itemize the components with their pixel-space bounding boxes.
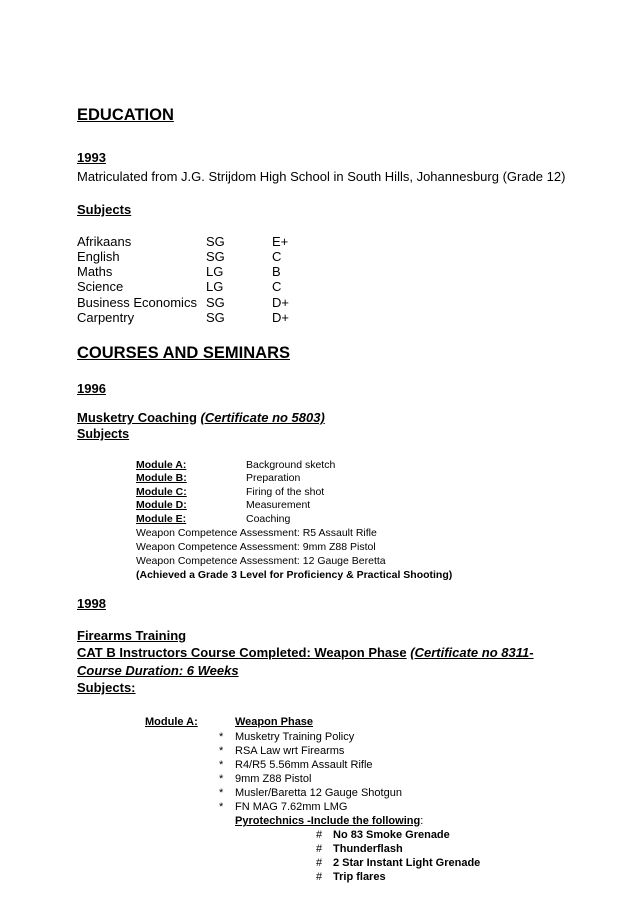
subject-grade: SG bbox=[206, 234, 225, 249]
subject-grade: LG bbox=[206, 264, 224, 279]
subject-symbol: B bbox=[272, 264, 281, 279]
subject-name: Maths bbox=[77, 264, 113, 279]
subject-grade: LG bbox=[206, 279, 224, 294]
education-subjects-heading: Subjects bbox=[77, 202, 132, 217]
subject-grade: SG bbox=[206, 310, 225, 325]
pyrotechnics-colon: : bbox=[420, 815, 424, 827]
assessment-line: Weapon Competence Assessment: 9mm Z88 Pistol bbox=[136, 541, 376, 553]
subject-symbol: C bbox=[272, 249, 282, 264]
bullet-star: * bbox=[219, 801, 224, 813]
cat-b-title: CAT B Instructors Course Completed: Weapon Phase bbox=[77, 645, 407, 660]
pyrotechnics-heading-line bbox=[235, 815, 423, 827]
list-item: Musler/Baretta 12 Gauge Shotgun bbox=[235, 787, 402, 799]
pyro-item: 2 Star Instant Light Grenade bbox=[333, 857, 481, 869]
musketry-subjects-heading: Subjects bbox=[77, 427, 130, 441]
pyro-item: No 83 Smoke Grenade bbox=[333, 829, 450, 841]
assessment-line: Weapon Competence Assessment: R5 Assault Rifle bbox=[136, 527, 377, 539]
weapon-phase-title: Weapon Phase bbox=[235, 716, 314, 728]
musketry-cert: (Certificate no 5803) bbox=[200, 410, 325, 425]
list-item: RSA Law wrt Firearms bbox=[235, 745, 345, 757]
module-label: Module D: bbox=[136, 499, 187, 511]
bullet-star: * bbox=[219, 773, 224, 785]
subject-name: English bbox=[77, 249, 120, 264]
assessment-line: Weapon Competence Assessment: 12 Gauge Beretta bbox=[136, 555, 386, 567]
courses-heading: COURSES AND SEMINARS bbox=[77, 344, 290, 362]
subject-name: Science bbox=[77, 279, 124, 294]
subject-name: Afrikaans bbox=[77, 234, 132, 249]
cat-b-cert: (Certificate no 8311- bbox=[410, 645, 534, 660]
module-label: Module C: bbox=[136, 486, 187, 498]
module-value: Firing of the shot bbox=[246, 486, 325, 498]
bullet-star: * bbox=[219, 759, 224, 771]
module-value: Coaching bbox=[246, 513, 291, 525]
matric-text: Matriculated from J.G. Strijdom High School in South Hills, Johannesburg (Grade 12) bbox=[77, 169, 566, 184]
bullet-hash: # bbox=[316, 843, 323, 855]
module-value: Measurement bbox=[246, 499, 311, 511]
subject-name: Business Economics bbox=[77, 295, 197, 310]
achieved-line: (Achieved a Grade 3 Level for Proficiency & Practical Shooting) bbox=[136, 569, 453, 581]
bullet-hash: # bbox=[316, 871, 323, 883]
bullet-star: * bbox=[219, 787, 224, 799]
bullet-hash: # bbox=[316, 829, 323, 841]
module-label: Module A: bbox=[136, 459, 187, 471]
bullet-star: * bbox=[219, 745, 224, 757]
bullet-hash: # bbox=[316, 857, 323, 869]
firearms-training-title: Firearms Training bbox=[77, 628, 187, 643]
musketry-title-line bbox=[77, 410, 325, 425]
module-a-label: Module A: bbox=[145, 716, 198, 728]
subject-grade: SG bbox=[206, 295, 225, 310]
subject-grade: SG bbox=[206, 249, 225, 264]
bullet-star: * bbox=[219, 731, 224, 743]
list-item: Musketry Training Policy bbox=[235, 731, 355, 743]
module-value: Background sketch bbox=[246, 459, 336, 471]
list-item: FN MAG 7.62mm LMG bbox=[235, 801, 348, 813]
pyrotechnics-heading: Pyrotechnics -Include the following bbox=[235, 815, 421, 827]
education-heading: EDUCATION bbox=[77, 106, 174, 124]
subject-name: Carpentry bbox=[77, 310, 135, 325]
module-value: Preparation bbox=[246, 472, 301, 484]
pyro-item: Trip flares bbox=[333, 871, 386, 883]
list-item: 9mm Z88 Pistol bbox=[235, 773, 312, 785]
year-1998: 1998 bbox=[77, 596, 106, 611]
musketry-title: Musketry Coaching bbox=[77, 410, 197, 425]
subject-symbol: D+ bbox=[272, 295, 289, 310]
list-item: R4/R5 5.56mm Assault Rifle bbox=[235, 759, 373, 771]
firearms-subjects-heading: Subjects: bbox=[77, 680, 136, 695]
education-year: 1993 bbox=[77, 150, 106, 165]
module-label: Module B: bbox=[136, 472, 187, 484]
year-1996: 1996 bbox=[77, 381, 106, 396]
cat-b-title-line bbox=[77, 645, 534, 660]
subject-symbol: C bbox=[272, 279, 282, 294]
subject-symbol: E+ bbox=[272, 234, 289, 249]
course-duration: Course Duration: 6 Weeks bbox=[77, 663, 239, 678]
module-label: Module E: bbox=[136, 513, 187, 525]
subject-symbol: D+ bbox=[272, 310, 289, 325]
pyro-item: Thunderflash bbox=[333, 843, 403, 855]
